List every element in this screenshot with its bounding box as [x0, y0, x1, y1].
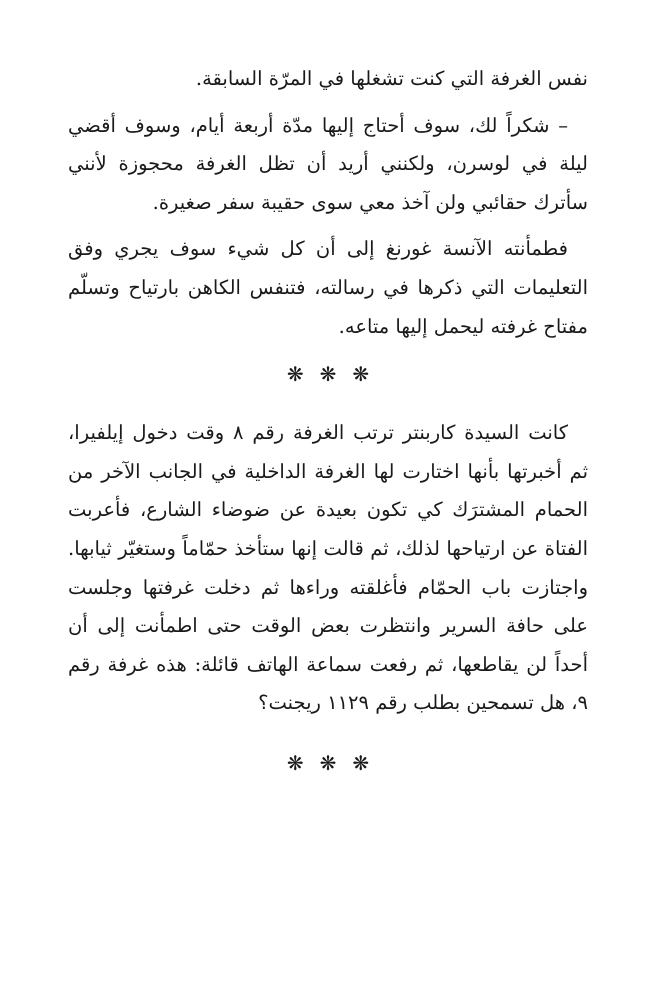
- section-separator: [68, 354, 588, 394]
- paragraph-1: نفس الغرفة التي كنت تشغلها في المرّة السابقة.: [195, 67, 588, 90]
- section-separator: [68, 743, 588, 783]
- paragraph-2: – شكراً لك، سوف أحتاج إليها مدّة أربعة أيام، وسوف أقضي ليلة في لوسرن، ولكنني أريد أن تظل الغرفة محجوزة لأنني سأترك حقائبي ولن آخذ معي سوى حقيبة سفر صغيرة.: [68, 113, 588, 214]
- asterism-icon: ❋: [319, 362, 337, 387]
- paragraph-3: فطمأنته الآنسة غورنغ إلى أن كل شيء سوف يجري وفق التعليمات التي ذكرها في رسالته، فتنفس الكاهن بارتياح وتسلّم مفتاح غرفته ليحمل إليها متاعه.: [68, 237, 588, 338]
- asterism-icon: ❋: [352, 750, 370, 775]
- asterism-icon: ❋: [352, 362, 370, 387]
- asterism-icon: ❋: [286, 750, 304, 775]
- book-page: [68, 60, 588, 783]
- paragraph-4: كانت السيدة كاربنتر ترتب الغرفة رقم ٨ وقت دخول إيلفيرا، ثم أخبرتها بأنها اختارت لها الغرفة الداخلية في الجانب الآخر من الحمام المشترَك كي تكون بعيدة عن ضوضاء الشارع، فأعربت الفتاة عن ارتياحها لذلك، ثم قالت إنها ستأخذ حمّاماً وستغيّر ثيابها. واجتازت باب الحمّام فأغلقته وراءها ثم دخلت غرفتها وجلست على حافة السرير وانتظرت بعض الوقت حتى اطمأنت إلى أن أحداً لن يقاطعها، ثم رفعت سماعة الهاتف قائلة: هذه غرفة رقم ٩، هل تسمحين بطلب رقم ١١٢٩ ريجنت؟: [68, 421, 588, 715]
- asterism-icon: ❋: [286, 362, 304, 387]
- asterism-icon: ❋: [319, 750, 337, 775]
